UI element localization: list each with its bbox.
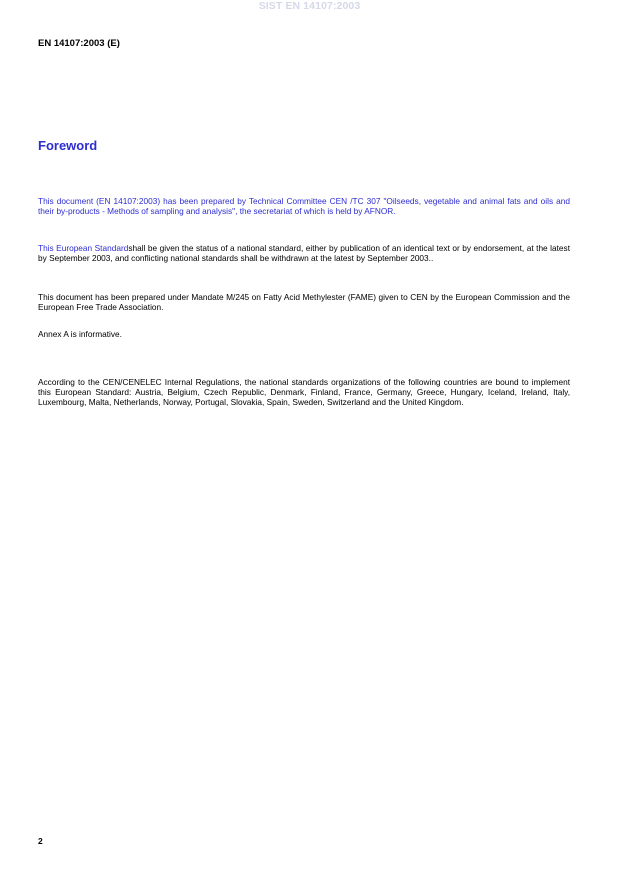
page-title: Foreword [38, 138, 98, 153]
foreword-paragraph-1: This document (EN 14107:2003) has been prepared by Technical Committee CEN /TC 307 "Oilseeds, vegetable and animal fats and oils and their by-products - Methods of sampling and analysis", the secretariat of which is held by AFNOR. [38, 196, 570, 216]
document-id-header: EN 14107:2003 (E) [38, 38, 120, 49]
foreword-paragraph-2 [38, 243, 570, 263]
paragraph-2-rest: shall be given the status of a national standard, either by publication of an identical text or by endorsement, at the latest by September 2003, and conflicting national standards shall be withdrawn at the latest by September 2003.. [38, 243, 570, 263]
watermark: SIST EN 14107:2003 [258, 0, 361, 12]
page-number: 2 [38, 836, 43, 846]
paragraph-2-lead: This European Standard [38, 243, 129, 253]
foreword-paragraph-5: According to the CEN/CENELEC Internal Regulations, the national standards organizations of the following countries are bound to implement this European Standard: Austria, Belgium, Czech Republic, Denmark, Finland, France, Germany, Greece, Hungary, Iceland, Ireland, Italy, Luxembourg, Malta, Netherlands, Norway, Portugal, Slovakia, Spain, Sweden, Switzerland and the United Kingdom. [38, 377, 570, 407]
foreword-paragraph-4: Annex A is informative. [38, 329, 122, 339]
foreword-paragraph-3: This document has been prepared under Mandate M/245 on Fatty Acid Methylester (FAME) given to CEN by the European Commission and the European Free Trade Association. [38, 292, 570, 312]
